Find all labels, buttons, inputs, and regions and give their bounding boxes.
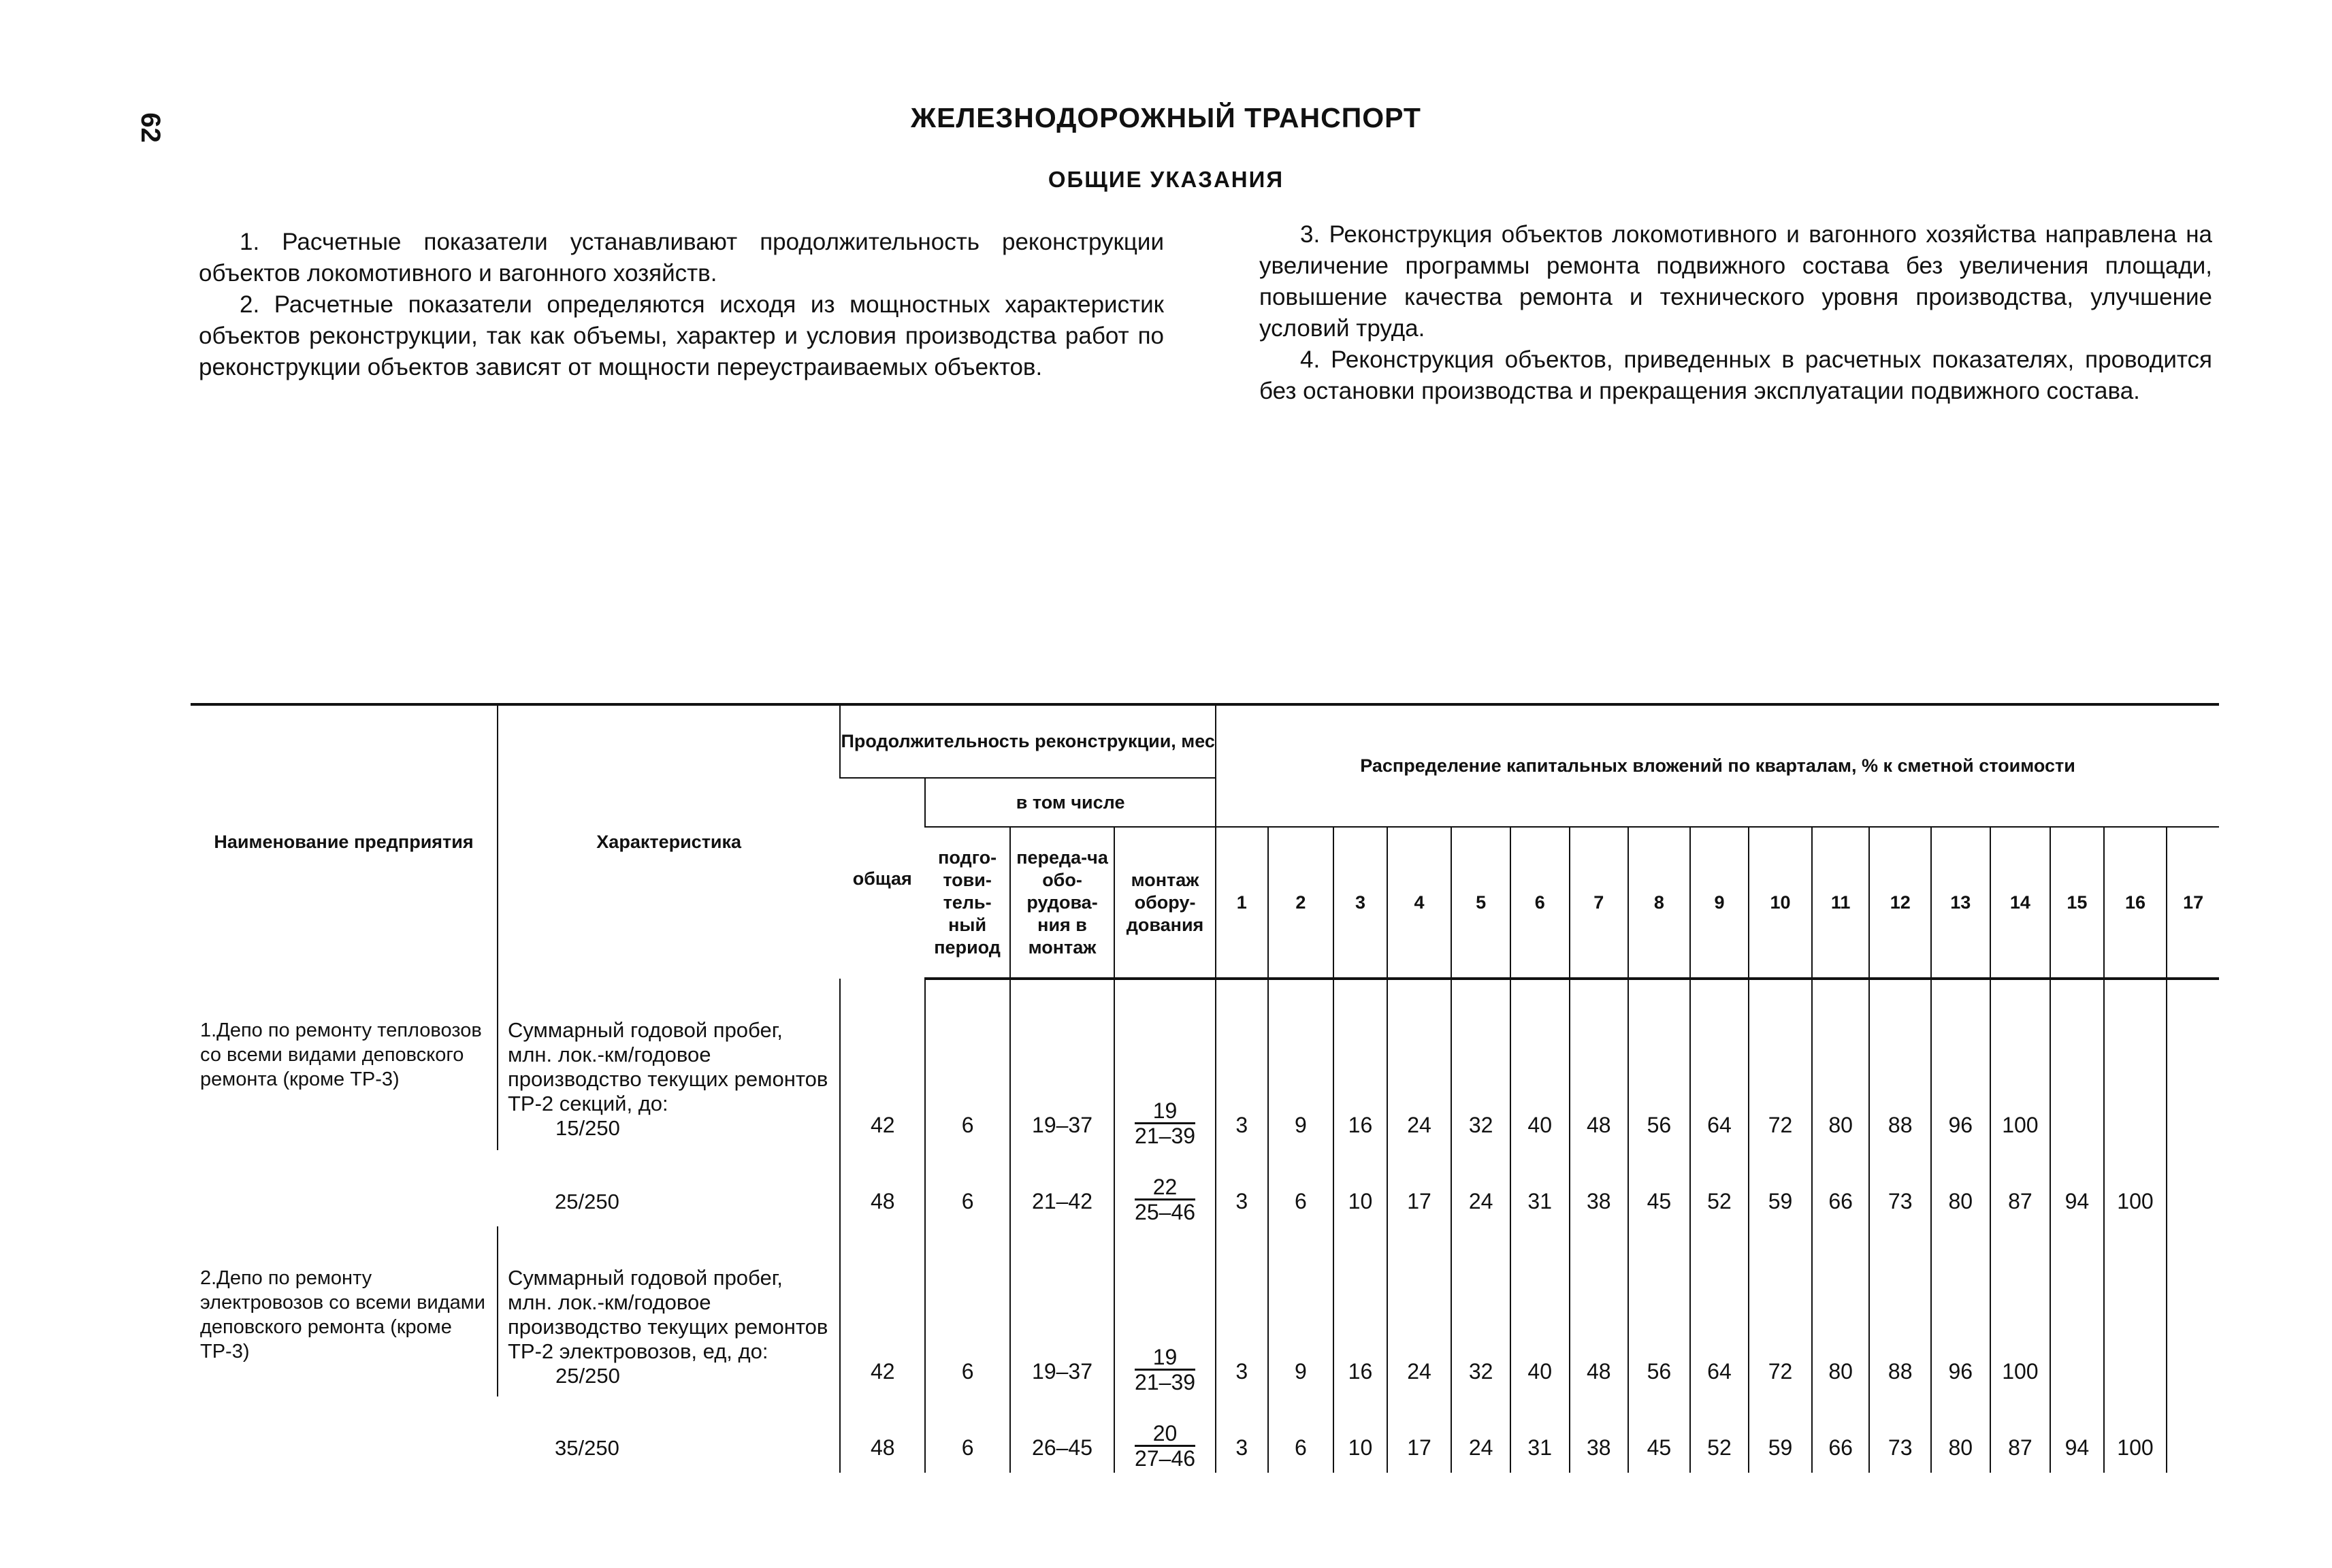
- prep-period: 6: [925, 1396, 1010, 1473]
- quarter-value: 66: [1812, 1150, 1870, 1226]
- quarter-value: 40: [1510, 979, 1570, 1150]
- quarter-header: 9: [1690, 827, 1749, 979]
- quarter-value: 87: [1990, 1150, 2051, 1226]
- quarter-header: 12: [1869, 827, 1931, 979]
- prep-period: 6: [925, 1150, 1010, 1226]
- quarter-header: 3: [1333, 827, 1387, 979]
- install-numerator: 22: [1152, 1175, 1178, 1199]
- quarter-value: 38: [1570, 1150, 1629, 1226]
- quarter-value: 100: [2104, 1150, 2167, 1226]
- quarter-header: 11: [1812, 827, 1870, 979]
- install-numerator: 20: [1152, 1421, 1178, 1446]
- quarter-value: 88: [1869, 979, 1931, 1150]
- quarter-value: 3: [1216, 1226, 1268, 1396]
- install-fraction: [1135, 1422, 1195, 1470]
- total-duration: 42: [840, 979, 925, 1150]
- quarter-value: 88: [1869, 1226, 1931, 1396]
- quarter-value: 32: [1451, 979, 1510, 1150]
- paragraph-3: 3. Реконструкция объектов локомотивного и вагонного хозяйства направлена на увеличение программы ремонта подвижного состава без увеличения площади, повышение качества ремонта и технического уровня производства, улучшение условий труда.: [1259, 221, 2212, 342]
- quarter-value: 24: [1451, 1396, 1510, 1473]
- quarter-value: 52: [1690, 1150, 1749, 1226]
- capacity-value: 25/250: [555, 1364, 620, 1388]
- quarter-value: 80: [1931, 1396, 1990, 1473]
- quarter-header: 8: [1628, 827, 1690, 979]
- quarter-value: 72: [1749, 979, 1812, 1150]
- install-period: [1114, 979, 1216, 1150]
- quarter-header: 4: [1387, 827, 1452, 979]
- quarter-value: 10: [1333, 1150, 1387, 1226]
- paragraph-1: 1. Расчетные показатели устанавливают продолжительность реконструкции объектов локомотивного и вагонного хозяйств.: [199, 229, 1164, 287]
- transfer-period: 21–42: [1010, 1150, 1114, 1226]
- quarter-value: 31: [1510, 1150, 1570, 1226]
- capacity-value: 15/250: [555, 1116, 620, 1140]
- install-numerator: 19: [1152, 1098, 1178, 1123]
- quarter-header: 14: [1990, 827, 2051, 979]
- quarter-header: 5: [1451, 827, 1510, 979]
- quarter-header: 13: [1931, 827, 1990, 979]
- page-title: ЖЕЛЕЗНОДОРОЖНЫЙ ТРАНСПОРТ: [911, 102, 1421, 133]
- quarter-value: [2050, 1226, 2104, 1396]
- quarter-value: 80: [1931, 1150, 1990, 1226]
- install-numerator: 19: [1152, 1345, 1178, 1369]
- quarter-value: 64: [1690, 979, 1749, 1150]
- quarter-value: 3: [1216, 1396, 1268, 1473]
- quarter-value: 100: [1990, 1226, 2051, 1396]
- quarter-value: 56: [1628, 979, 1690, 1150]
- header-distribution: Распределение капитальных вложений по кварталам, % к сметной стоимости: [1216, 704, 2219, 827]
- quarter-value: 16: [1333, 1226, 1387, 1396]
- header-install: монтаж обору-дования: [1114, 827, 1216, 979]
- instructions-right-column: [1259, 219, 2212, 407]
- header-name: Наименование предприятия: [191, 704, 498, 979]
- install-denominator: 25–46: [1135, 1200, 1196, 1224]
- characteristic-cell: [498, 979, 840, 1150]
- instructions-left-column: [199, 227, 1164, 383]
- quarter-value: [2050, 979, 2104, 1150]
- install-fraction: [1135, 1175, 1195, 1224]
- quarter-value: 48: [1570, 979, 1629, 1150]
- paragraph-4: 4. Реконструкция объектов, приведенных в расчетных показателях, проводится без остановки производства и прекращения эксплуатации подвижного состава.: [1259, 346, 2212, 404]
- characteristic-cell: [498, 1226, 840, 1396]
- quarter-value: 59: [1749, 1396, 1812, 1473]
- quarter-value: 6: [1268, 1150, 1334, 1226]
- enterprise-name: 2.Депо по ремонту электровозов со всеми видами деповского ремонта (кроме ТР-3): [200, 1267, 485, 1362]
- enterprise-name: 1.Депо по ремонту тепловозов со всеми видами деповского ремонта (кроме ТР-3): [200, 1019, 482, 1090]
- table-row: [191, 1226, 2219, 1396]
- quarter-value: 31: [1510, 1396, 1570, 1473]
- characteristic-cell: [498, 1150, 840, 1226]
- header-duration: Продолжительность реконструкции, мес: [840, 704, 1216, 778]
- quarter-value: 73: [1869, 1150, 1931, 1226]
- quarter-value: 24: [1387, 1226, 1452, 1396]
- quarter-value: 3: [1216, 1150, 1268, 1226]
- quarter-value: 59: [1749, 1150, 1812, 1226]
- page-number: 62: [135, 112, 165, 143]
- transfer-period: 19–37: [1010, 979, 1114, 1150]
- total-duration: 48: [840, 1150, 925, 1226]
- total-duration: 42: [840, 1226, 925, 1396]
- quarter-value: 17: [1387, 1396, 1452, 1473]
- quarter-value: 16: [1333, 979, 1387, 1150]
- quarter-value: 24: [1451, 1150, 1510, 1226]
- install-fraction: [1135, 1099, 1195, 1147]
- install-period: [1114, 1396, 1216, 1473]
- quarter-value: 56: [1628, 1226, 1690, 1396]
- quarter-value: 3: [1216, 979, 1268, 1150]
- quarter-value: 96: [1931, 979, 1990, 1150]
- quarter-header: 7: [1570, 827, 1629, 979]
- quarter-value: 94: [2050, 1396, 2104, 1473]
- characteristic-text: Суммарный годовой пробег, млн. лок.-км/годовое производство текущих ремонтов ТР-2 электровозов, ед, до:: [508, 1266, 828, 1363]
- header-including: в том числе: [925, 778, 1216, 827]
- install-period: [1114, 1150, 1216, 1226]
- quarter-value: 100: [2104, 1396, 2167, 1473]
- install-denominator: 21–39: [1135, 1124, 1196, 1148]
- quarter-value: 94: [2050, 1150, 2104, 1226]
- section-subtitle: ОБЩИЕ УКАЗАНИЯ: [1048, 167, 1284, 192]
- prep-period: 6: [925, 1226, 1010, 1396]
- quarter-header: 15: [2050, 827, 2104, 979]
- quarter-value: 24: [1387, 979, 1452, 1150]
- quarter-value: 10: [1333, 1396, 1387, 1473]
- total-duration: 48: [840, 1396, 925, 1473]
- quarter-header: 10: [1749, 827, 1812, 979]
- quarter-value: 52: [1690, 1396, 1749, 1473]
- header-prep: подго-тови-тель-ный период: [925, 827, 1010, 979]
- install-denominator: 21–39: [1135, 1370, 1196, 1394]
- quarter-header: 16: [2104, 827, 2167, 979]
- table-row: [191, 979, 2219, 1150]
- quarter-header: 17: [2167, 827, 2219, 979]
- quarter-value: 45: [1628, 1396, 1690, 1473]
- quarter-value: 38: [1570, 1396, 1629, 1473]
- quarter-value: 45: [1628, 1150, 1690, 1226]
- header-total: общая: [852, 868, 912, 889]
- quarter-value: 9: [1268, 979, 1334, 1150]
- quarter-value: [2104, 979, 2167, 1150]
- quarter-value: [2167, 1396, 2219, 1473]
- quarter-value: 73: [1869, 1396, 1931, 1473]
- quarter-header: 2: [1268, 827, 1334, 979]
- quarter-value: 64: [1690, 1226, 1749, 1396]
- quarter-value: 40: [1510, 1226, 1570, 1396]
- quarter-value: 48: [1570, 1226, 1629, 1396]
- quarter-value: [2167, 979, 2219, 1150]
- transfer-period: 26–45: [1010, 1396, 1114, 1473]
- transfer-period: 19–37: [1010, 1226, 1114, 1396]
- characteristic-text: Суммарный годовой пробег, млн. лок.-км/годовое производство текущих ремонтов ТР-2 секций, до:: [508, 1018, 828, 1115]
- quarter-header: 1: [1216, 827, 1268, 979]
- paragraph-2: 2. Расчетные показатели определяются исходя из мощностных характеристик объектов реконструкции, так как объемы, характер и условия производства работ по реконструкции объектов зависят от мощности переустраиваемых объектов.: [199, 291, 1164, 380]
- quarter-value: [2167, 1226, 2219, 1396]
- install-fraction: [1135, 1345, 1195, 1394]
- quarter-value: 96: [1931, 1226, 1990, 1396]
- capacity-value: 35/250: [555, 1436, 619, 1460]
- capacity-value: 25/250: [555, 1190, 619, 1213]
- header-characteristic: Характеристика: [498, 704, 840, 979]
- quarter-value: 17: [1387, 1150, 1452, 1226]
- quarter-header: 6: [1510, 827, 1570, 979]
- header-transfer: переда-ча обо-рудова-ния в монтаж: [1010, 827, 1114, 979]
- install-denominator: 27–46: [1135, 1446, 1196, 1471]
- install-period: [1114, 1226, 1216, 1396]
- quarter-value: 72: [1749, 1226, 1812, 1396]
- quarter-value: [2167, 1150, 2219, 1226]
- quarter-value: [2104, 1226, 2167, 1396]
- quarter-value: 9: [1268, 1226, 1334, 1396]
- reconstruction-table: [191, 703, 2219, 1473]
- quarter-value: 6: [1268, 1396, 1334, 1473]
- prep-period: 6: [925, 979, 1010, 1150]
- quarter-value: 80: [1812, 979, 1870, 1150]
- quarter-value: 32: [1451, 1226, 1510, 1396]
- quarter-value: 100: [1990, 979, 2051, 1150]
- quarter-value: 80: [1812, 1226, 1870, 1396]
- quarter-value: 87: [1990, 1396, 2051, 1473]
- characteristic-cell: [498, 1396, 840, 1473]
- quarter-value: 66: [1812, 1396, 1870, 1473]
